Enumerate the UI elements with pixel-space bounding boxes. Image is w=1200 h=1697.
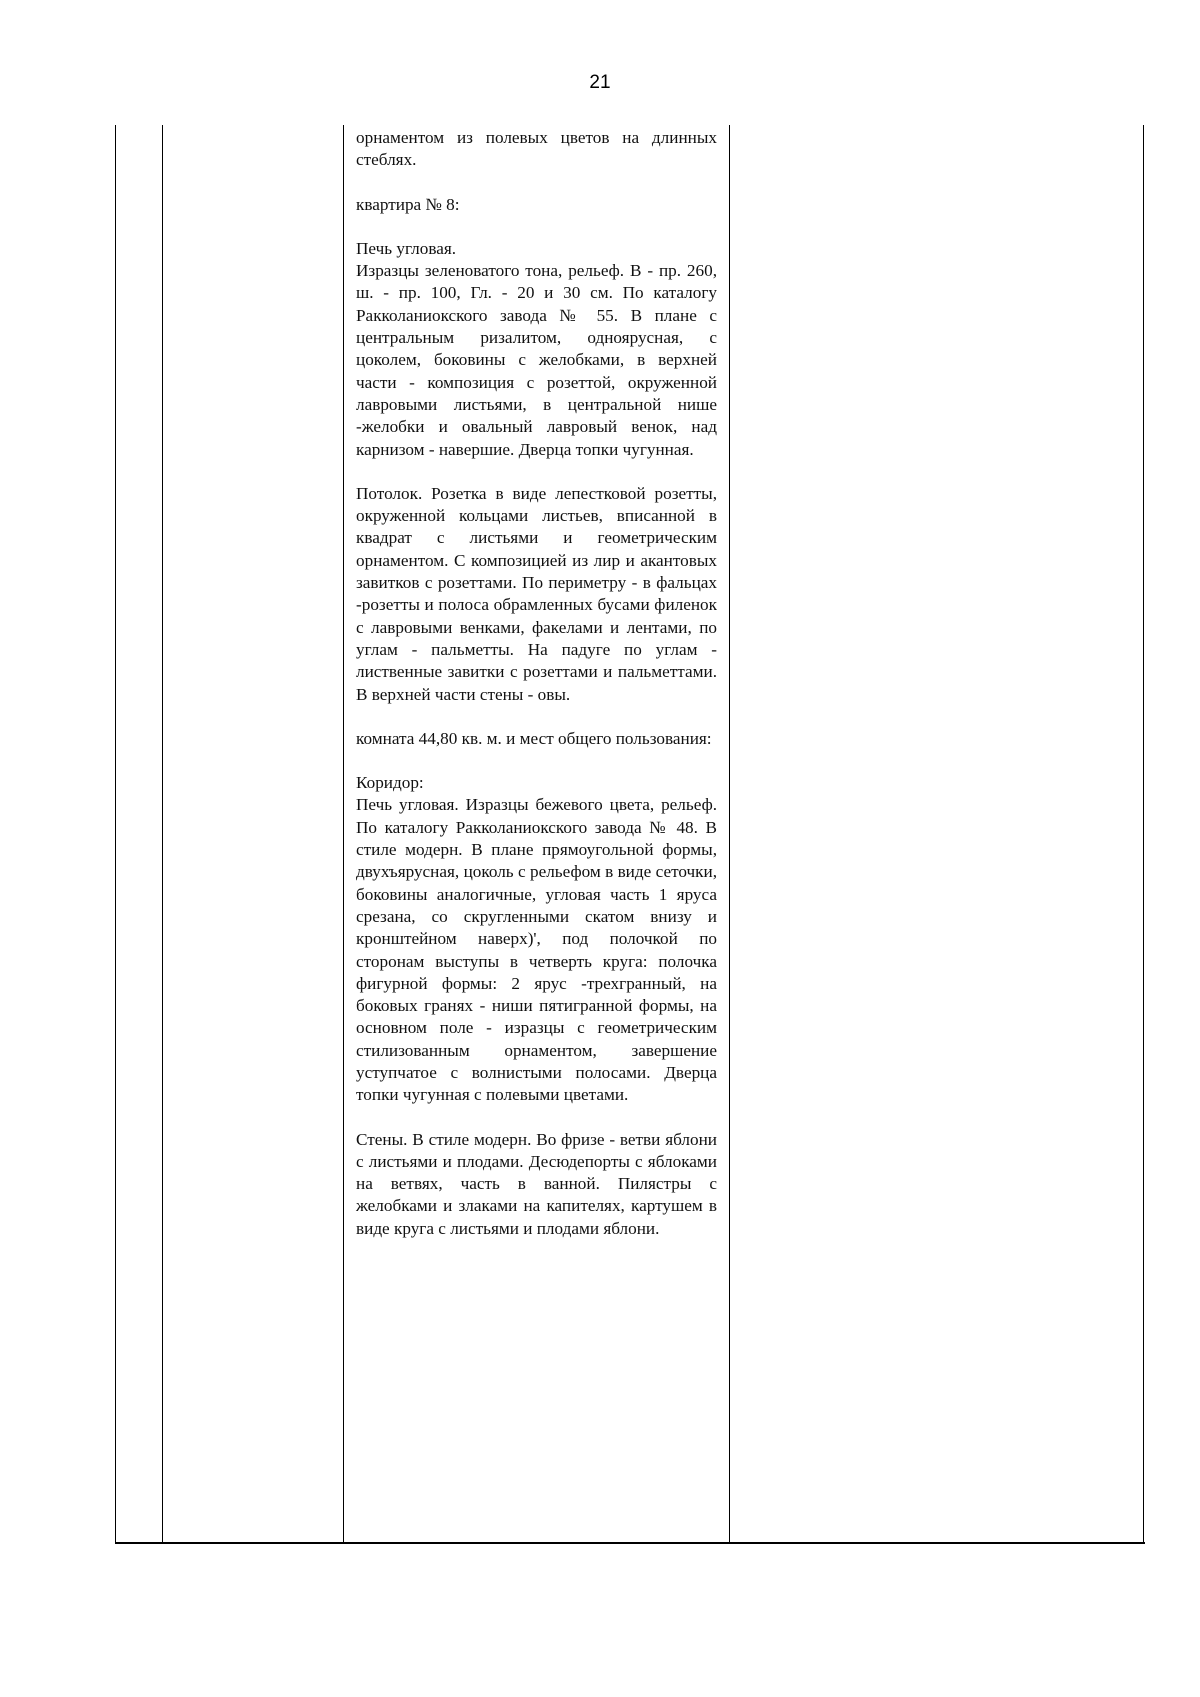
paragraph-corridor-stove-description: Печь угловая. Изразцы бежевого цвета, рельеф. По каталогу Ракколаниокского завода № 48. В стиле модерн. В плане прямоугольной формы, двухъярусная, цоколь с рельефом в виде сеточки, боковины аналогичные, угловая часть 1 яруса срезана, со скругленными скатом внизу и кронштейном наверх)', под полочкой по сторонам выступы в четверть круга: полочка фигурной формы: 2 ярус -трехгранный, на боковых гранях - ниши пятигранной формы, на основном поле - изразцы с геометрическим стилизованным орнаментом, завершение уступчатое с волнистыми полосами. Дверца топки чугунная с полевыми цветами. bbox=[356, 795, 717, 1105]
inventory-table bbox=[115, 125, 1145, 1544]
paragraph-stove-heading: Печь угловая. bbox=[356, 238, 457, 258]
paragraph-room-heading: комната 44,80 кв. м. и мест общего пользования: bbox=[356, 728, 712, 748]
table-border-left bbox=[115, 125, 116, 1542]
paragraph-apartment-heading: квартира № 8: bbox=[356, 194, 460, 214]
paragraph-stove-description: Изразцы зеленоватого тона, рельеф. В - пр. 260, ш. - пр. 100, Гл. - 20 и 30 см. По каталогу Ракколаниокского завода № 55. В плане с центральным ризалитом, одноярусная, с цоколем, боковины с желобками, в верхней части - композиция с розеттой, окруженной лавровыми листьями, в центральной нише -желобки и овальный лавровый венок, над карнизом - навершие. Дверца топки чугунная. bbox=[356, 261, 717, 459]
table-divider-col1 bbox=[162, 125, 163, 1542]
paragraph-walls-description: Стены. В стиле модерн. Во фризе - ветви яблони с листьями и плодами. Десюдепорты с яблоками на ветвях, часть в ванной. Пилястры с желобками и злаками на капителях, картушем в виде круга с листьями и плодами яблони. bbox=[356, 1129, 717, 1238]
table-divider-col2 bbox=[343, 125, 344, 1542]
page-number: 21 bbox=[589, 72, 611, 93]
paragraph-corridor-heading: Коридор: bbox=[356, 773, 424, 793]
paragraph-ceiling-description: Потолок. Розетка в виде лепестковой розетты, окруженной кольцами листьев, вписанной в квадрат с листьями и геометрическим орнаментом. С композицией из лир и акантовых завитков с розеттами. По периметру - в фальцах -розетты и полоса обрамленных бусами филенок с лавровыми венками, факелами и лентами, по углам - пальметты. На падуге по углам - лиственные завитки с розеттами и пальметтами. В верхней части стены - овы. bbox=[356, 483, 717, 704]
paragraph-ornament-continuation: орнаментом из полевых цветов на длинных стеблях. bbox=[356, 128, 717, 170]
table-border-right bbox=[1143, 125, 1144, 1542]
table-divider-col3 bbox=[729, 125, 730, 1542]
